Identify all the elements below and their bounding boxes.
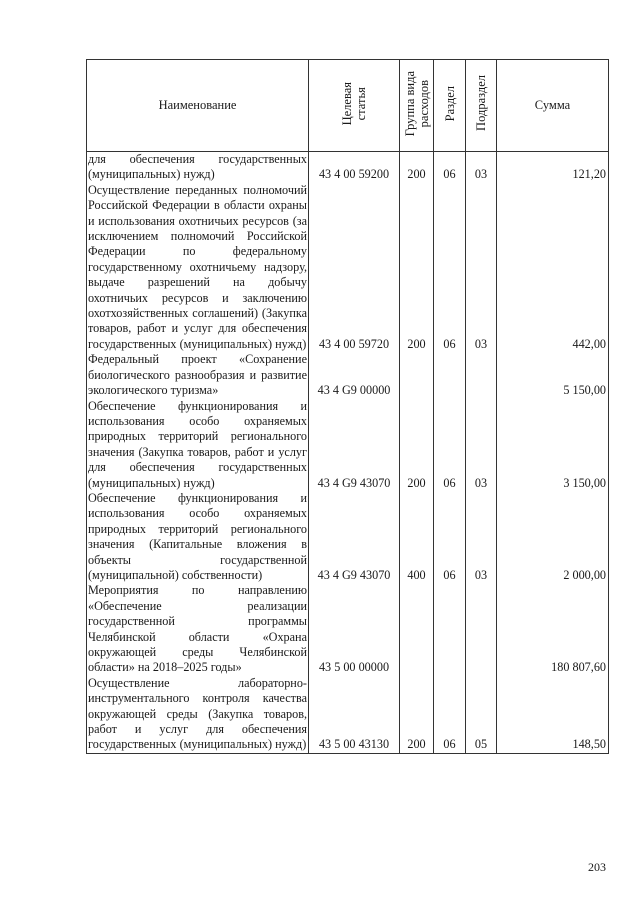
header-sum-label: Сумма (534, 97, 571, 112)
row-code: 43 4 00 59720 (309, 183, 400, 352)
row-name: Осуществление лабораторно-инструментального контроля качества окружающей среды (Закупка товаров, работ и услуг для обеспечения государственных (муниципальных) нужд) (88, 675, 307, 752)
row-code: 43 5 00 00000 (309, 583, 400, 675)
row-subsection: 03 (466, 399, 497, 491)
table-row (87, 491, 609, 583)
row-name: Мероприятия по направлению «Обеспечение реализации государственной программы Челябинской области «Охрана окружающей среды Челябинской области» на 2018–2025 годы» (88, 583, 307, 675)
row-sum: 148,50 (497, 676, 609, 754)
row-sum: 442,00 (497, 183, 609, 352)
row-section: 06 (434, 183, 466, 352)
header-name (87, 60, 309, 152)
row-group: 200 (400, 152, 434, 183)
row-code: 43 4 G9 43070 (309, 399, 400, 491)
budget-table (86, 59, 609, 754)
row-subsection (466, 583, 497, 675)
row-group: 200 (400, 183, 434, 352)
table-row (87, 152, 609, 183)
row-group: 200 (400, 399, 434, 491)
header-code (309, 60, 400, 152)
page-number: 203 (588, 860, 606, 874)
row-section (434, 352, 466, 398)
row-sum: 180 807,60 (497, 583, 609, 675)
row-subsection: 03 (466, 491, 497, 583)
row-section (434, 583, 466, 675)
header-code-label: Целевая статья (340, 81, 368, 125)
row-section: 06 (434, 491, 466, 583)
row-section: 06 (434, 676, 466, 754)
header-name-label: Наименование (158, 97, 237, 112)
row-subsection: 03 (466, 152, 497, 183)
table-header-row (87, 60, 609, 152)
row-name: Обеспечение функционирования и использования особо охраняемых природных территорий регионального значения (Капитальные вложения в объекты государственной (муниципальной) собственности) (88, 490, 307, 582)
header-section (434, 60, 466, 152)
table-row (87, 183, 609, 352)
row-code: 43 4 G9 00000 (309, 352, 400, 398)
row-subsection: 05 (466, 676, 497, 754)
row-name: для обеспечения государственных (муниципальных) нужд) (88, 152, 307, 182)
row-group (400, 352, 434, 398)
row-group (400, 583, 434, 675)
row-group: 400 (400, 491, 434, 583)
row-name: Федеральный проект «Сохранение биологического разнообразия и развитие экологического туризма» (88, 352, 307, 398)
header-subsection-label: Подраздел (474, 75, 488, 132)
header-group-label: Группа вида расходов (402, 70, 431, 136)
row-sum: 5 150,00 (497, 352, 609, 398)
table-row (87, 352, 609, 398)
table-row (87, 676, 609, 754)
row-code: 43 4 G9 43070 (309, 491, 400, 583)
header-subsection (466, 60, 497, 152)
row-name: Осуществление переданных полномочий Российской Федерации в области охраны и использования охотничьих ресурсов (за исключением полномочий Российской Федерации по федеральному государственному охотничьему надзору, выдаче разрешений на добычу охотничьих ресурсов и заключению охотхозяйственных соглашений) (Закупка товаров, работ и услуг для обеспечения государственных (муниципальных) нужд) (88, 182, 307, 351)
row-code: 43 4 00 59200 (309, 152, 400, 183)
row-sum: 121,20 (497, 152, 609, 183)
row-section: 06 (434, 399, 466, 491)
row-section: 06 (434, 152, 466, 183)
row-sum: 3 150,00 (497, 399, 609, 491)
row-code: 43 5 00 43130 (309, 676, 400, 754)
row-group: 200 (400, 676, 434, 754)
row-subsection (466, 352, 497, 398)
table-row (87, 399, 609, 491)
row-name: Обеспечение функционирования и использования особо охраняемых природных территорий регионального значения (Закупка товаров, работ и услуг для обеспечения государственных (муниципальных) нужд) (88, 398, 307, 490)
row-sum: 2 000,00 (497, 491, 609, 583)
header-sum (497, 60, 609, 152)
row-subsection: 03 (466, 183, 497, 352)
header-group (400, 60, 434, 152)
table-row (87, 583, 609, 675)
header-section-label: Раздел (442, 85, 457, 121)
